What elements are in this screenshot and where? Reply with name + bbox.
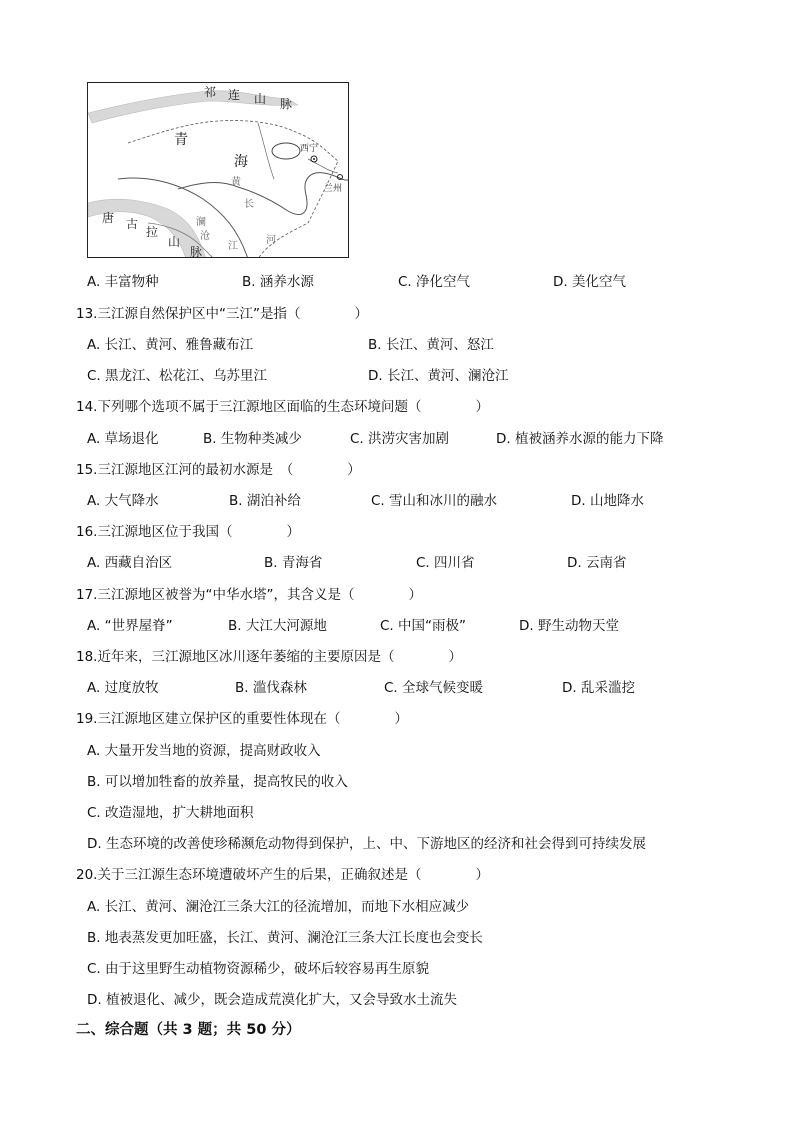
q16-option-c: C. 四川省	[416, 555, 475, 571]
map-label-tanggula-3: 拉	[146, 225, 159, 239]
q18-option-b: B. 滥伐森林	[235, 680, 307, 696]
q14-option-c: C. 洪涝灾害加剧	[350, 431, 450, 447]
map-label-huang: 黄	[231, 177, 241, 188]
q20-option-c: C. 由于这里野生动植物资源稀少，破坏后较容易再生原貌	[87, 961, 430, 977]
question-14-stem: 14.下列哪个选项不属于三江源地区面临的生态环境问题（ ）	[76, 399, 489, 415]
q15-option-d: D. 山地降水	[571, 493, 644, 509]
qinghai-map-figure	[87, 82, 349, 258]
q12-option-c: C. 净化空气	[398, 274, 471, 290]
map-label-cang: 沧	[200, 231, 210, 242]
q12-option-b: B. 涵养水源	[242, 274, 314, 290]
map-label-tanggula-2: 古	[126, 217, 139, 231]
q18-option-a: A. 过度放牧	[87, 680, 159, 696]
q16-option-b: B. 青海省	[264, 555, 323, 571]
q20-option-a: A. 长江、黄河、澜沧江三条大江的径流增加，而地下水相应减少	[87, 899, 470, 915]
q19-option-b: B. 可以增加牲畜的放养量，提高牧民的收入	[87, 774, 348, 790]
map-label-lanzhou: 兰州	[324, 184, 343, 194]
map-label-jiang: 江	[228, 241, 238, 252]
q13-option-d: D. 长江、黄河、澜沧江	[368, 368, 509, 384]
question-17-stem: 17.三江源地区被誉为“中华水塔”，其含义是（ ）	[76, 587, 422, 603]
map-label-xining: 西宁	[300, 144, 319, 154]
qinghai-lake	[272, 143, 300, 159]
q15-option-b: B. 湖泊补给	[229, 493, 301, 509]
q14-option-a: A. 草场退化	[87, 431, 159, 447]
q20-option-b: B. 地表蒸发更加旺盛，长江、黄河、澜沧江三条大江长度也会变长	[87, 930, 483, 946]
q12-option-d: D. 美化空气	[553, 274, 626, 290]
q14-option-d: D. 植被涵养水源的能力下降	[496, 431, 664, 447]
map-label-lan: 澜	[196, 217, 206, 228]
q15-option-a: A. 大气降水	[87, 493, 159, 509]
q19-option-c: C. 改造湿地，扩大耕地面积	[87, 805, 254, 821]
q20-option-d: D. 植被退化、减少，既会造成荒漠化扩大，又会导致水土流失	[87, 992, 457, 1008]
q16-option-d: D. 云南省	[567, 555, 627, 571]
q17-option-c: C. 中国“雨极”	[380, 618, 466, 634]
map-label-hai: 海	[234, 154, 248, 170]
map-label-qilian-3: 山	[254, 92, 267, 106]
map-label-he: 河	[266, 235, 276, 246]
map-label-tanggula-4: 山	[168, 235, 181, 249]
map-label-qilian-2: 连	[228, 88, 241, 102]
map-label-qing: 青	[174, 132, 188, 148]
q19-option-a: A. 大量开发当地的资源，提高财政收入	[87, 743, 321, 759]
q18-option-d: D. 乱采滥挖	[562, 680, 635, 696]
q13-option-c: C. 黑龙江、松花江、乌苏里江	[87, 368, 268, 384]
q17-option-b: B. 大江大河源地	[228, 618, 327, 634]
question-16-stem: 16.三江源地区位于我国（ ）	[76, 524, 300, 540]
q18-option-c: C. 全球气候变暖	[384, 680, 484, 696]
q17-option-a: A. “世界屋脊”	[87, 618, 173, 634]
question-18-stem: 18.近年来，三江源地区冰川逐年萎缩的主要原因是（ ）	[76, 649, 462, 665]
map-label-chang: 长	[244, 199, 254, 210]
q13-option-b: B. 长江、黄河、怒江	[368, 337, 494, 353]
q15-option-c: C. 雪山和冰川的融水	[371, 493, 498, 509]
section-2-heading: 二、综合题（共 3 题；共 50 分）	[76, 1022, 301, 1038]
question-20-stem: 20.关于三江源生态环境遭破坏产生的后果，正确叙述是（ ）	[76, 867, 489, 883]
map-label-tanggula-1: 唐	[102, 211, 115, 225]
question-15-stem: 15.三江源地区江河的最初水源是 （ ）	[76, 462, 361, 478]
map-label-qilian-4: 脉	[280, 97, 293, 111]
q14-option-b: B. 生物种类减少	[203, 431, 302, 447]
q16-option-a: A. 西藏自治区	[87, 555, 173, 571]
question-19-stem: 19.三江源地区建立保护区的重要性体现在（ ）	[76, 711, 408, 727]
q12-option-a: A. 丰富物种	[87, 274, 159, 290]
qilian-mountain-band	[88, 91, 298, 123]
map-label-tanggula-5: 脉	[190, 245, 203, 258]
question-13-stem: 13.三江源自然保护区中“三江”是指（ ）	[76, 306, 368, 322]
map-label-qilian-1: 祁	[204, 85, 217, 99]
q17-option-d: D. 野生动物天堂	[519, 618, 619, 634]
q13-option-a: A. 长江、黄河、雅鲁藏布江	[87, 337, 254, 353]
q19-option-d: D. 生态环境的改善使珍稀濒危动物得到保护，上、中、下游地区的经济和社会得到可持续发展	[87, 836, 646, 852]
